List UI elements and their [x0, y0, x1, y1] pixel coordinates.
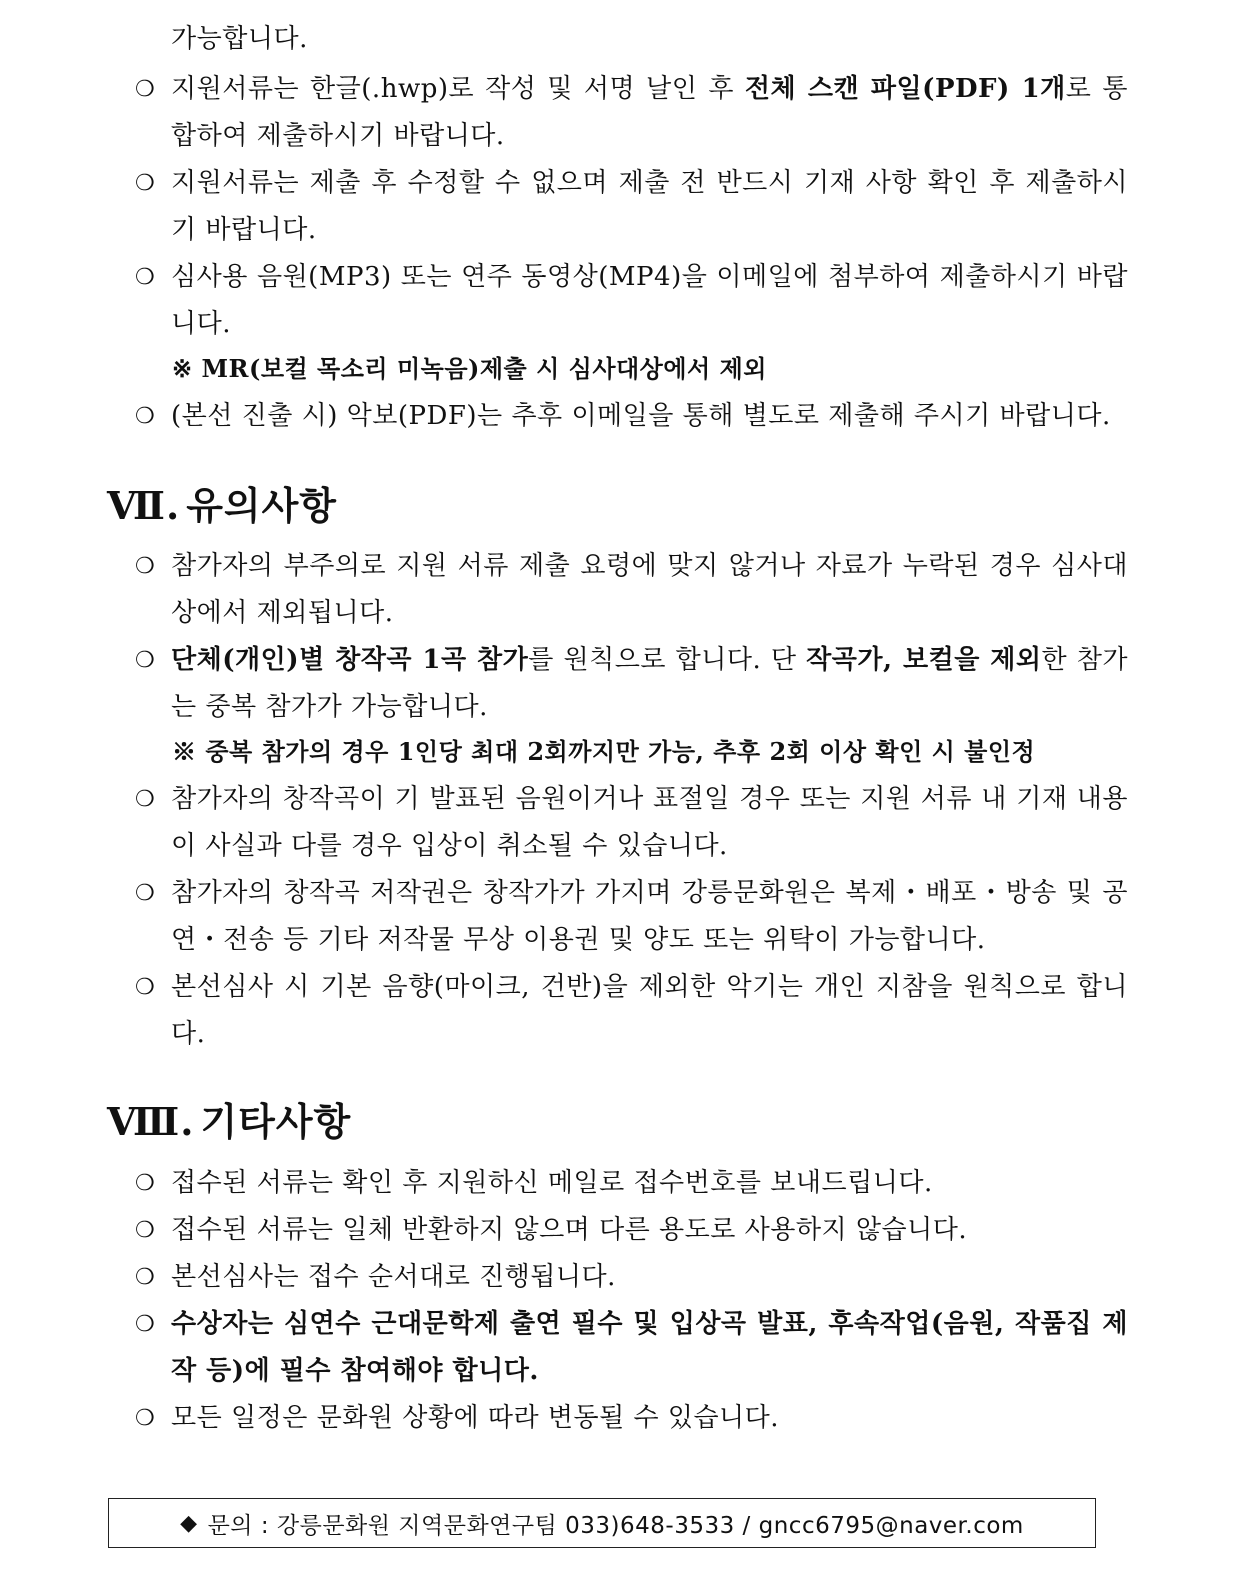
- item-text: 지원서류는 한글(.hwp)로 작성 및 서명 날인 후: [171, 74, 745, 104]
- section-number: Ⅶ.: [107, 483, 181, 528]
- circle-bullet-icon: ❍: [135, 787, 156, 812]
- circle-bullet-icon: ❍: [135, 77, 156, 102]
- item-text-bold: 단체(개인)별 창작곡 1곡 참가: [171, 645, 529, 675]
- item-text-bold: 작곡가, 보컬을 제외: [806, 645, 1042, 675]
- list-item: [135, 254, 1128, 348]
- contact-text: 문의 : 강릉문화원 지역문화연구팀 033)648-3533 / gncc6795@naver.com: [207, 1512, 1024, 1539]
- list-item: [135, 160, 1128, 254]
- list-item: [135, 393, 1128, 440]
- list-item: [135, 1395, 1128, 1442]
- section-title: 기타사항: [200, 1099, 352, 1144]
- circle-bullet-icon: ❍: [135, 1265, 156, 1290]
- diamond-icon: ◆: [180, 1510, 198, 1536]
- list-item: [135, 1160, 1128, 1207]
- item-text-bold: 수상자는 심연수 근대문학제 출연 필수 및 입상곡 발표, 후속작업(음원, 작품집 제작 등)에 필수 참여해야 합니다.: [171, 1309, 1128, 1386]
- note-text: ※ MR(보컬 목소리 미녹음)제출 시 심사대상에서 제외: [172, 354, 767, 383]
- circle-bullet-icon: ❍: [135, 1312, 156, 1337]
- list-item: [135, 964, 1128, 1058]
- item-text: 지원서류는 제출 후 수정할 수 없으며 제출 전 반드시 기재 사항 확인 후 제출하시기 바랍니다.: [171, 168, 1128, 245]
- item-text: 본선심사 시 기본 음향(마이크, 건반)을 제외한 악기는 개인 지참을 원칙으로 합니다.: [171, 972, 1128, 1049]
- section-number: Ⅷ.: [107, 1099, 195, 1144]
- item-text: 참가자의 부주의로 지원 서류 제출 요령에 맞지 않거나 자료가 누락된 경우 심사대상에서 제외됩니다.: [171, 551, 1128, 628]
- section-title: 유의사항: [186, 483, 338, 528]
- list-item: [135, 66, 1128, 160]
- item-text: 접수된 서류는 일체 반환하지 않으며 다른 용도로 사용하지 않습니다.: [171, 1215, 968, 1245]
- item-text: 로 통합하여 제출하시기 바랍니다.: [171, 74, 1129, 151]
- circle-bullet-icon: ❍: [135, 1171, 156, 1196]
- section-heading: [107, 1098, 351, 1146]
- list-item: [135, 870, 1128, 964]
- circle-bullet-icon: ❍: [135, 171, 156, 196]
- list-item: [135, 776, 1128, 870]
- list-item: [135, 1301, 1128, 1395]
- circle-bullet-icon: ❍: [135, 975, 156, 1000]
- item-text: 모든 일정은 문화원 상황에 따라 변동될 수 있습니다.: [171, 1403, 780, 1433]
- list-item: [135, 1254, 1128, 1301]
- list-item: [135, 543, 1128, 637]
- circle-bullet-icon: ❍: [135, 648, 156, 673]
- circle-bullet-icon: ❍: [135, 404, 156, 429]
- list-item: [135, 637, 1128, 731]
- circle-bullet-icon: ❍: [135, 881, 156, 906]
- circle-bullet-icon: ❍: [135, 1406, 156, 1431]
- item-text-bold: 전체 스캔 파일(PDF) 1개: [744, 74, 1066, 104]
- circle-bullet-icon: ❍: [135, 265, 156, 290]
- item-text: 본선심사는 접수 순서대로 진행됩니다.: [171, 1262, 616, 1292]
- note-text: ※ 중복 참가의 경우 1인당 최대 2회까지만 가능, 추후 2회 이상 확인 시 불인정: [172, 737, 1036, 766]
- item-text: 한 참가는 중복 참가가 가능합니다.: [171, 645, 1128, 722]
- circle-bullet-icon: ❍: [135, 1218, 156, 1243]
- item-text: (본선 진출 시) 악보(PDF)는 추후 이메일을 통해 별도로 제출해 주시기 바랍니다.: [171, 401, 1111, 431]
- item-text: 참가자의 창작곡 저작권은 창작가가 가지며 강릉문화원은 복제・배포・방송 및 공연・전송 등 기타 저작물 무상 이용권 및 양도 또는 위탁이 가능합니다.: [171, 878, 1128, 955]
- item-text: 접수된 서류는 확인 후 지원하신 메일로 접수번호를 보내드립니다.: [171, 1168, 933, 1198]
- contact-box: [108, 1498, 1096, 1548]
- item-text: 심사용 음원(MP3) 또는 연주 동영상(MP4)을 이메일에 첨부하여 제출하시기 바랍니다.: [171, 262, 1128, 339]
- circle-bullet-icon: ❍: [135, 554, 156, 579]
- item-text: 참가자의 창작곡이 기 발표된 음원이거나 표절일 경우 또는 지원 서류 내 기재 내용이 사실과 다를 경우 입상이 취소될 수 있습니다.: [171, 784, 1128, 861]
- section-heading: [107, 482, 337, 530]
- list-item: [135, 1207, 1128, 1254]
- item-text: 를 원칙으로 합니다. 단: [528, 645, 807, 675]
- intro-continuation: 가능합니다.: [171, 24, 308, 54]
